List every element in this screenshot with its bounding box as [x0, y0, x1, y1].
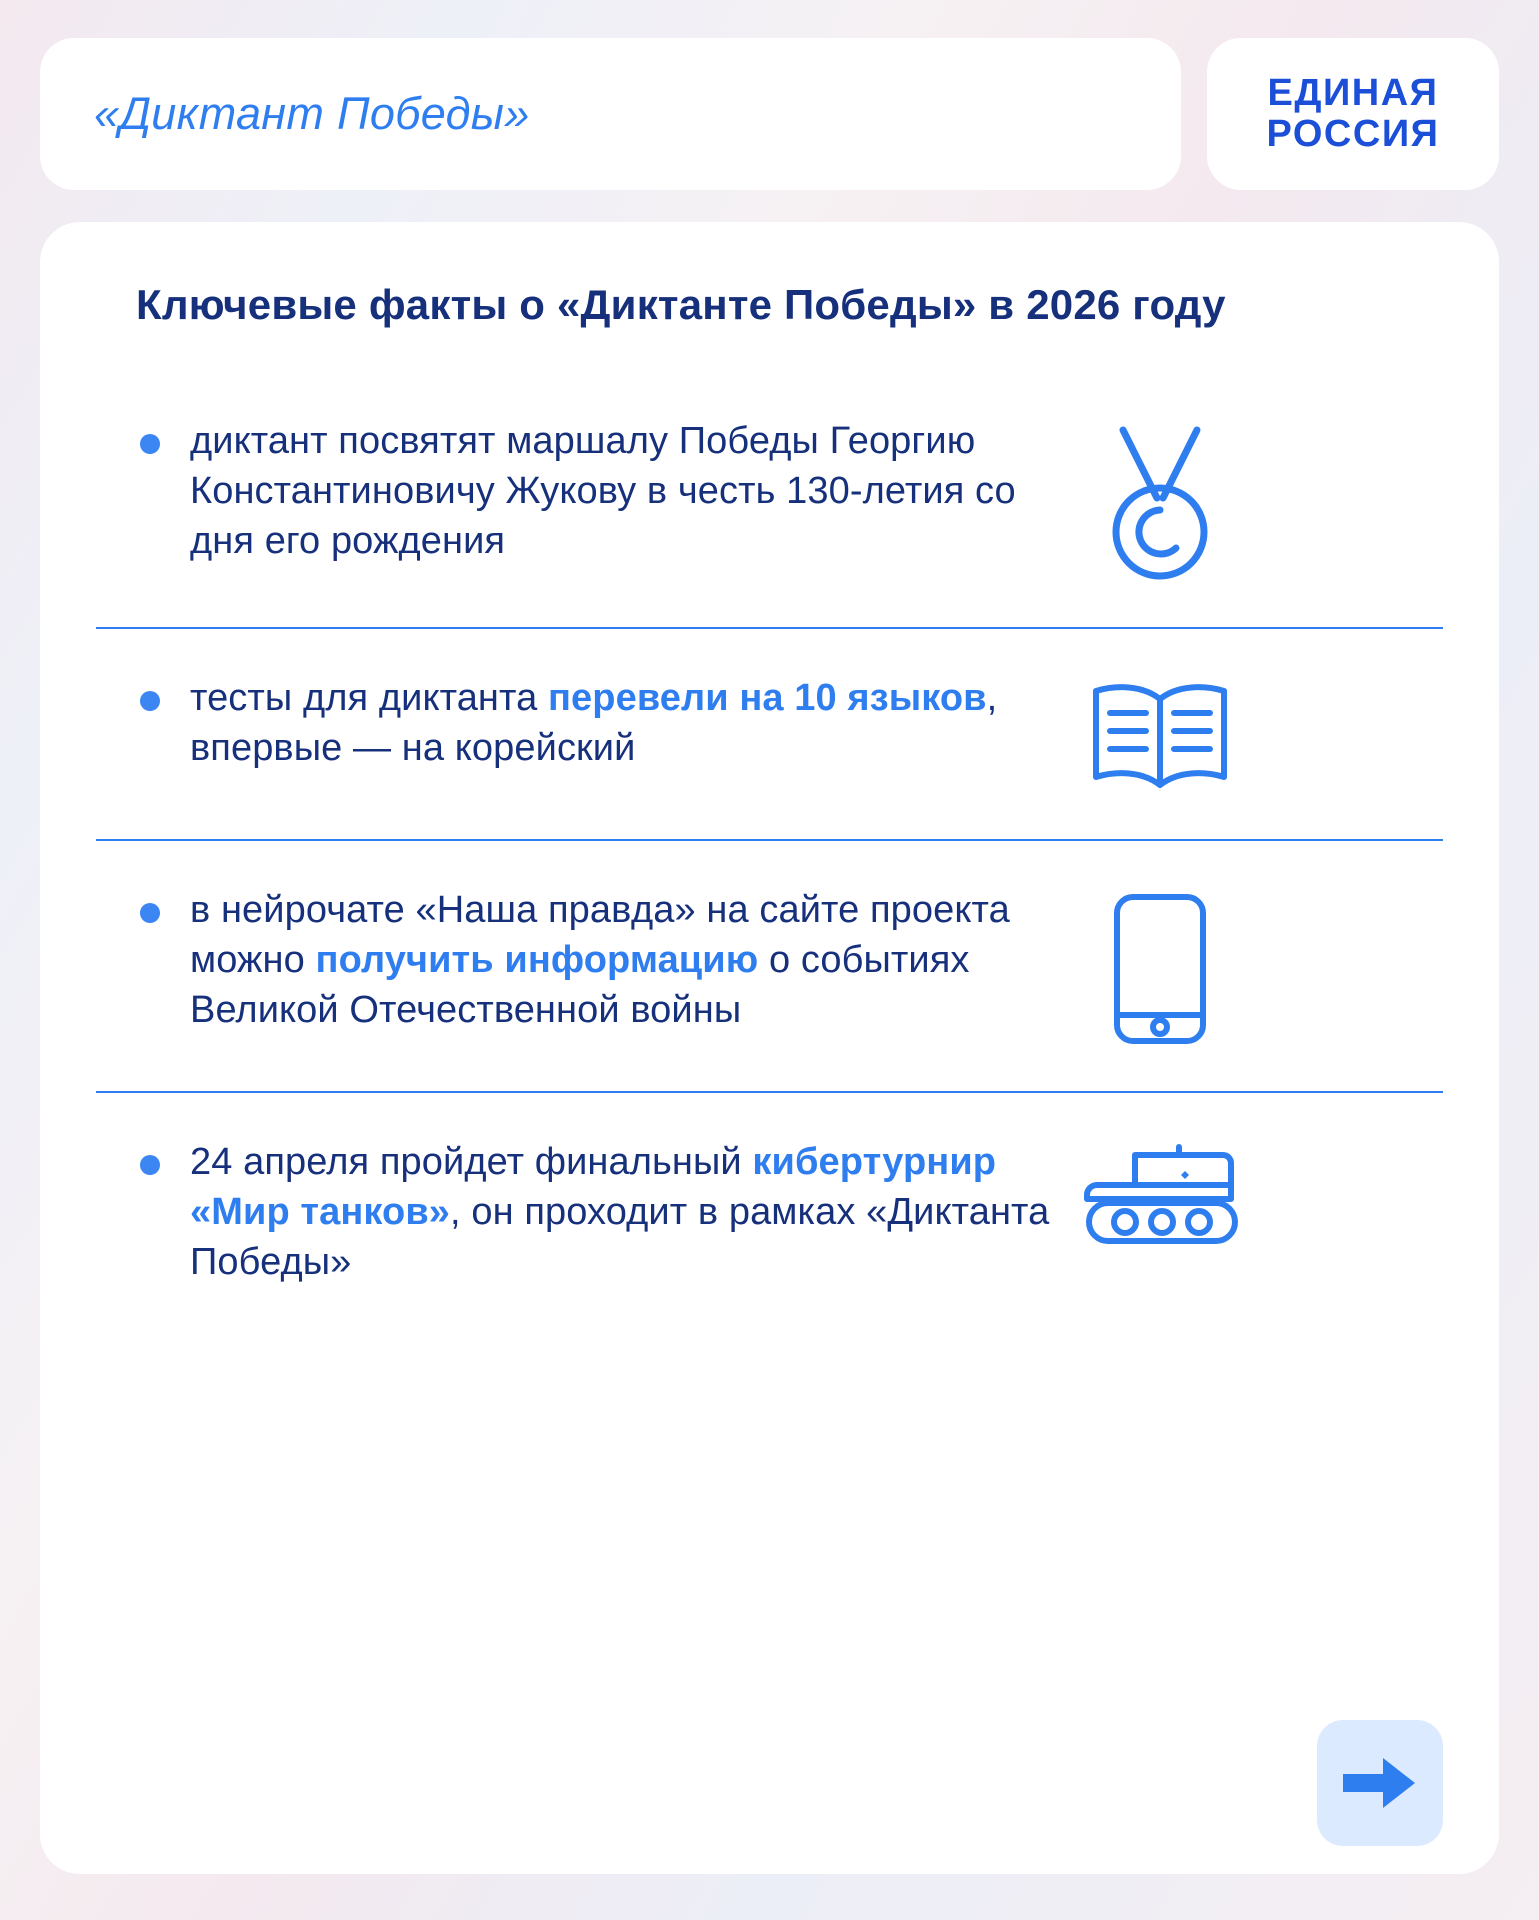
fact-text-3: [190, 885, 1070, 1035]
fact-text-4: [190, 1137, 1070, 1287]
fact-highlight: получить информацию: [315, 938, 759, 981]
facts-card: [40, 222, 1499, 1874]
list-item: [96, 1091, 1443, 1329]
fact-plain: о событиях Великой Отечественной войны: [190, 938, 970, 1032]
facts-list: [96, 372, 1443, 1329]
section-heading: Ключевые факты о «Диктанте Победы» в 2026 году: [136, 281, 1226, 328]
list-item: [96, 627, 1443, 839]
bullet-icon: [140, 903, 160, 923]
bullet-icon: [140, 691, 160, 711]
fact-plain: в нейрочате «Наша правда» на сайте проекта можно: [190, 888, 1010, 981]
header: [40, 38, 1499, 190]
open-book-icon: [1070, 673, 1250, 797]
fact-text-1: [190, 416, 1070, 566]
fact-text-2: [190, 673, 1070, 773]
bullet-icon: [140, 434, 160, 454]
medal-icon: [1070, 416, 1250, 585]
fact-plain: 24 апреля пройдет финальный: [190, 1140, 753, 1183]
logo-line-2: РОССИЯ: [1266, 113, 1440, 155]
fact-plain: диктант посвятят маршалу Победы Георгию Константиновичу Жукову в честь 130-летия со дня его рождения: [190, 419, 1016, 563]
bullet-icon: [140, 1155, 160, 1175]
page-title: «Диктант Победы»: [94, 88, 530, 139]
list-item: [96, 839, 1443, 1091]
brand-logo: [1207, 38, 1499, 190]
list-item: [96, 372, 1443, 627]
title-card: [40, 38, 1181, 190]
fact-highlight: кибертурнир «Мир танков»: [190, 1140, 997, 1233]
fact-plain: , впервые — на корейский: [190, 676, 998, 769]
tank-icon: [1070, 1137, 1250, 1251]
fact-plain: , он проходит в рамках «Диктанта Победы»: [190, 1190, 1050, 1284]
logo-line-1: ЕДИНАЯ: [1267, 71, 1439, 114]
fact-highlight: перевели на 10 языков: [547, 676, 987, 719]
arrow-right-icon[interactable]: [1317, 1720, 1443, 1846]
smartphone-icon: [1070, 885, 1250, 1049]
fact-plain: тесты для диктанта: [190, 676, 548, 719]
